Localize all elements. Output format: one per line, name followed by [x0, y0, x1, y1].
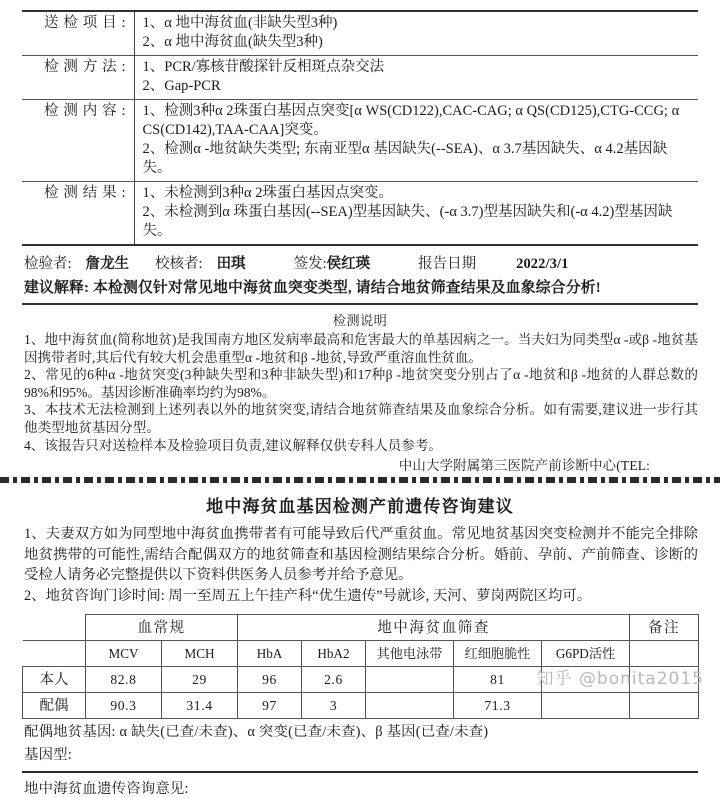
table-row-submitted-items	[22, 11, 698, 56]
submitted-item-2: 2、α 地中海贫血(缺失型3种)	[142, 34, 323, 50]
consultation-title: 地中海贫血基因检测产前遗传咨询建议	[206, 497, 514, 517]
checker-label: 校核者:	[155, 256, 203, 272]
issuer-name: 侯红瑛	[326, 256, 371, 272]
table-header-columns	[23, 641, 699, 667]
group-header-note: 备注	[630, 615, 699, 641]
column-header-other-electrophoresis: 其他电泳带	[366, 641, 454, 667]
signature-row	[22, 250, 698, 276]
instruction-item-3: 3、本技术无法检测到上述列表以外的地贫突变,请结合地贫筛查结果及血象综合分析。如有需要,建议进一步行其他类型地贫基因分型。	[24, 402, 698, 435]
cell-self-other-electrophoresis	[366, 667, 454, 693]
cell-spouse-other-electrophoresis	[366, 693, 454, 719]
cell-self-hba: 96	[238, 667, 302, 693]
cell-spouse-g6pd-activity	[542, 693, 630, 719]
row-label-method: 检测方法:	[22, 56, 134, 100]
cell-self-mcv: 82.8	[86, 667, 162, 693]
instruction-item-4: 4、该报告只对送检样本及检验项目负责,建议解释仅供专科人员参考。	[24, 437, 443, 453]
row-header-spouse: 配偶	[23, 693, 86, 719]
cell-self-g6pd-activity	[542, 667, 630, 693]
instruction-item-1: 1、地中海贫血(简称地贫)是我国南方地区发病率最高和危害最大的单基因病之一。当夫妇为同类型α -或β -地贫基因携带者时,其后代有较大机会患重型α -地贫和β -地贫,导致严重溶血性贫血。	[24, 332, 698, 365]
cell-self-rbc-fragility: 81	[454, 667, 542, 693]
note-column-spacer	[630, 641, 699, 667]
hospital-footer: 中山大学附属第三医院产前诊断中心(TEL:	[398, 458, 650, 474]
cell-self-hba2: 2.6	[302, 667, 366, 693]
table-row	[23, 693, 699, 719]
report-page	[0, 10, 720, 798]
group-header-routine: 血常规	[86, 615, 238, 641]
cell-spouse-hba2: 3	[302, 693, 366, 719]
consultation-item-2: 2、地贫咨询门诊时间: 周一至周五上午挂产科“优生遗传”号就诊, 天河、萝岗两院区均可。	[24, 587, 592, 604]
cell-spouse-rbc-fragility: 71.3	[454, 693, 542, 719]
issuer-label: 签发:	[293, 256, 327, 272]
group-header-screening: 地中海贫血筛查	[238, 615, 630, 641]
row-label-submitted-items: 送检项目:	[22, 11, 134, 56]
report-date-label: 报告日期	[418, 256, 477, 272]
consultation-item-1: 1、夫妻双方如为同型地中海贫血携带者有可能导致后代严重贫血。常见地贫基因突变检测并不能完全排除地贫携带的可能性,需结合配偶双方的地贫筛查和基因检测结果综合分析。婚前、孕前、产前筛查、诊断的受检人请务必完整提供以下资料供医务人员参考并给予意见。	[24, 526, 698, 584]
blood-table-corner-cell-2	[23, 641, 86, 667]
column-header-mch: MCH	[162, 641, 238, 667]
spouse-gene-line: 配偶地贫基因: α 缺失(已查/未查)、α 突变(已查/未查)、β 基因(已查/未查)	[24, 724, 489, 741]
genotype-label: 基因型:	[24, 747, 72, 764]
content-item-1: 1、检测3种α 2珠蛋白基因点突变[α WS(CD122),CAC-CAG; α QS(CD125),CTG-CCG; α CS(CD142),TAA-CAA]突变。	[142, 103, 680, 138]
column-header-mcv: MCV	[86, 641, 162, 667]
result-item-2: 2、未检测到α 珠蛋白基因(--SEA)型基因缺失、(-α 3.7)型基因缺失和(-α 4.2)型基因缺失。	[142, 204, 673, 239]
row-value-submitted-items	[134, 11, 698, 56]
table-row-content	[22, 100, 698, 182]
column-header-hba: HbA	[238, 641, 302, 667]
row-value-result	[134, 182, 698, 245]
report-detail-table	[22, 10, 698, 244]
column-header-rbc-fragility: 红细胞脆性	[454, 641, 542, 667]
table-row-method	[22, 56, 698, 100]
instructions-section	[22, 303, 698, 474]
report-date-value: 2022/3/1	[516, 256, 569, 272]
result-item-1: 1、未检测到3种α 2珠蛋白基因点突变。	[142, 185, 393, 201]
row-header-self: 本人	[23, 667, 86, 693]
advice-note: 建议解释: 本检测仅针对常见地中海贫血突变类型, 请结合地贫筛查结果及血象综合分析!	[24, 280, 601, 296]
column-header-g6pd-activity: G6PD活性	[542, 641, 630, 667]
row-label-content: 检测内容:	[22, 100, 134, 182]
column-header-hba2: HbA2	[302, 641, 366, 667]
submitted-item-1: 1、α 地中海贫血(非缺失型3种)	[142, 15, 338, 31]
examiner-name: 詹龙生	[85, 256, 130, 272]
instructions-title: 检测说明	[332, 313, 388, 328]
content-item-2: 2、检测α -地贫缺失类型; 东南亚型α 基因缺失(--SEA)、α 3.7基因缺失、α 4.2基因缺失。	[142, 141, 668, 176]
cell-spouse-mch: 31.4	[162, 693, 238, 719]
examiner-label: 检验者:	[24, 256, 72, 272]
table-row-result	[22, 182, 698, 245]
cell-spouse-mcv: 90.3	[86, 693, 162, 719]
method-item-1: 1、PCR/寡核苷酸探针反相斑点杂交法	[142, 59, 385, 75]
instruction-item-2: 2、常见的6种α -地贫突变(3种缺失型和3种非缺失型)和17种β -地贫突变分别占了α -地贫和β -地贫的人群总数的98%和95%。基因诊断准确率均约为98%。	[24, 367, 698, 400]
method-item-2: 2、Gap-PCR	[142, 78, 221, 94]
signature-section	[22, 244, 698, 276]
cell-spouse-hba: 97	[238, 693, 302, 719]
blood-table-corner-cell	[23, 615, 86, 641]
consultation-section	[0, 483, 720, 798]
cell-self-note	[630, 667, 699, 693]
table-row	[23, 667, 699, 693]
blood-screening-table	[22, 614, 699, 719]
consultation-opinion-label: 地中海贫血遗传咨询意见:	[24, 781, 189, 798]
row-label-result: 检测结果:	[22, 182, 134, 245]
cell-self-mch: 29	[162, 667, 238, 693]
row-value-content	[134, 100, 698, 182]
watermark-text: 知乎 @bonita2015	[536, 669, 704, 689]
cell-spouse-note	[630, 693, 699, 719]
checker-name: 田琪	[216, 256, 246, 272]
table-header-groups	[23, 615, 699, 641]
row-value-method	[134, 56, 698, 100]
